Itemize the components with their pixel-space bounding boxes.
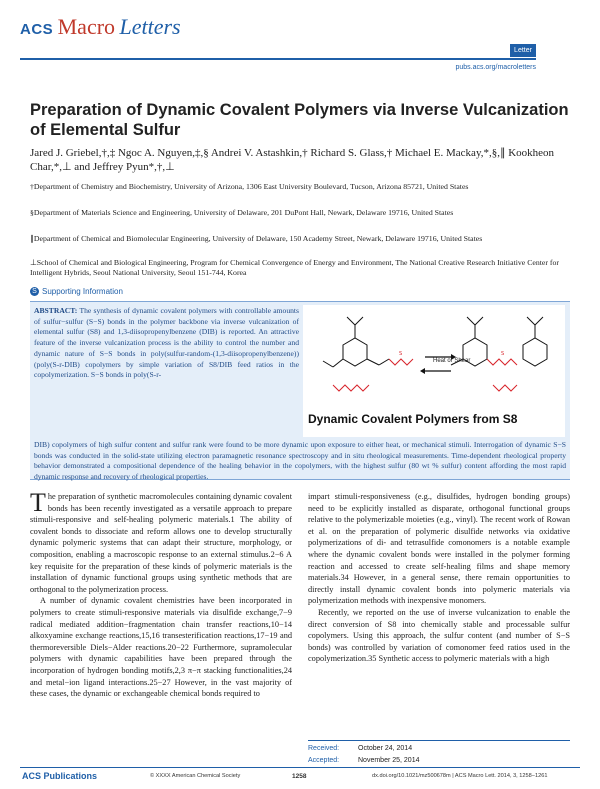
abstract-text-part2: DIB) copolymers of high sulfur content and sulfur rank were found to be more dynamic upon exposure to either heat, or mechanical stimuli. Interrogation of dynamic S−S bonds was conducted in the solid-state utilizing electron paramagnetic resonance spectroscopy and in situ rheological measurements. Time-dependent rheological property behavior demonstrated a compositional dependence of the healing behavior in the copolymers, with the highest sulfur (80 wt % sulfur) content affording the most rapid dynamic response and recovery of rheological properties. [34, 440, 566, 482]
body-paragraph-3: impart stimuli-responsiveness (e.g., disulfides, hydrogen bonding groups) need to be explicitly installed as disparate, orthogonal functional groups relative to the polymerizable moieties (e.g., vinyl). The recent work of Rowan et al. on the preparation of polymeric disulfide networks via oxidative polymerizations of di- and tetrasulfide comonomers is a notable example where the dynamic covalent bonds were installed in the polymer forming reaction and accessed to create self-healing films and shape memory materials.34 However, in a general sense, there remain opportunities to directly install dynamic covalent bonds into polymeric materials via polymerization methods with inexpensive monomers. [308, 492, 570, 606]
toc-arrow-label: Heat or Shear [433, 358, 471, 364]
toc-caption: Dynamic Covalent Polymers from S8 [308, 412, 518, 426]
doi-citation[interactable]: dx.doi.org/10.1021/mz500678m | ACS Macro Lett. 2014, 3, 1258−1261 [372, 773, 548, 779]
drop-cap: T [30, 488, 46, 517]
footer-divider [20, 767, 580, 768]
page-number: 1258 [292, 773, 307, 780]
benzene-ring-left [343, 338, 367, 366]
body-paragraph-4: Recently, we reported on the use of inverse vulcanization to enable the direct conversion of S8 into chemically stable and processable sulfur copolymers. Using this approach, the sulfur content (and number of S−S bonds) was controlled by variation of comonomer feed ratios used in the copolymerization.35 Synthetic access to polymeric materials with a high [308, 607, 570, 664]
copyright: © XXXX American Chemical Society [150, 773, 241, 779]
author-list: Jared J. Griebel,†,‡ Ngoc A. Nguyen,‡,§ Andrei V. Astashkin,† Richard S. Glass,† Michael E. Mackay,*,§,∥ Kookheon Char,*,⊥ and Jeffrey Pyun*,†,⊥ [30, 147, 555, 173]
body-paragraph-2: A number of dynamic covalent chemistries have been incorporated in polymers to create stimuli-responsive materials via disulfide exchange,7−9 radical mediated addition−fragmentation chain transfer reactions,10−14 alkoxyamine exchange reactions,15,16 transesterification reactions,17−19 and thermoreversible Diels−Alder reactions.20−22 Furthermore, supramolecular polymers with dynamic capabilities have been prepared through the incorporation of hydrogen bonding motifs,2,3 π−π stacking functionalities,24 and metal−ion ligand interactions.25−27 However, in the vast majority of these cases, the dynamic or exchangeable chemical bonds required to [30, 596, 292, 699]
accepted-date: November 25, 2014 [358, 757, 420, 764]
article-title: Preparation of Dynamic Covalent Polymers via Inverse Vulcanization of Elemental Sulfur [30, 101, 569, 139]
heat-shear-arrows [420, 354, 456, 374]
affiliation-1: †Department of Chemistry and Biochemistry, University of Arizona, 1306 East University Boulevard, Tucson, Arizona 85721, United States [30, 182, 469, 191]
abstract-text-part1 [34, 306, 299, 381]
sulfur-label: S [501, 351, 505, 357]
body-column-right [308, 491, 570, 665]
logo-macro: Macro [57, 14, 116, 39]
article-type-badge: Letter [510, 44, 536, 57]
affiliation-3: ∥Department of Chemical and Biomolecular Engineering, University of Delaware, 150 Academy Street, Newark, Delaware 19716, United States [30, 234, 483, 243]
journal-url[interactable]: pubs.acs.org/macroletters [455, 64, 536, 71]
journal-logo [20, 14, 181, 40]
received-date: October 24, 2014 [358, 745, 413, 752]
supporting-info-icon: S [30, 287, 39, 296]
accepted-label: Accepted: [308, 757, 340, 764]
abstract-body-1: The synthesis of dynamic covalent polymers with controllable amounts of sulfur−sulfur (S−S) bonds in the polymer backbone via inverse vulcanization of elemental sulfur (S8) and 1,3-diisopropenylbenzene (DIB) is reported. An attractive feature of the inverse vulcanization process is the ability to control the number and dynamic nature of S−S bonds in poly(sulfur-random-(1,3-diisopropenylbenzene)) (poly(S-r-DIB) copolymers by simple variation of S8/DIB feed ratios in the copolymerization. S−S bonds in poly(S-r- [34, 306, 299, 380]
abstract-label: ABSTRACT: [34, 306, 78, 315]
logo-acs: ACS [20, 21, 54, 38]
acs-publications-logo: ACS Publications [22, 771, 98, 781]
supporting-info-link[interactable] [30, 287, 123, 296]
logo-letters: Letters [119, 14, 181, 39]
received-label: Received: [308, 745, 340, 752]
received-dates [308, 743, 419, 767]
header-divider [20, 58, 536, 60]
supporting-info-label: Supporting Information [42, 287, 123, 296]
received-divider-top [308, 740, 570, 741]
body-column-left [30, 488, 292, 700]
affiliation-2: §Department of Materials Science and Engineering, University of Delaware, 201 DuPont Hall, Newark, Delaware 19716, United States [30, 208, 454, 217]
sulfur-label: S [399, 351, 403, 357]
body-paragraph-1: he preparation of synthetic macromolecules containing dynamic covalent bonds has been recently investigated as a versatile approach to prepare stimuli-responsive and self-healing polymeric materials.1 The ability of covalent bonds to dissociate and reform allows one to develop structurally dynamic polymeric systems that can adapt their structure, morphology, or composition, enabling a macroscopic response to an external stimulus.2−6 A key requisite for the preparation of these kinds of polymeric materials is the installation of dynamic functional groups using synthetic methods that are orthogonal to the polymerization process. [30, 492, 292, 594]
affiliation-4: ⊥School of Chemical and Biological Engineering, Program for Chemical Convergence of Energy and Environment, The National Creative Research Initiative Center for Intelligent Hybrids, Seoul National University, Seoul 151-744, Korea [30, 258, 560, 277]
